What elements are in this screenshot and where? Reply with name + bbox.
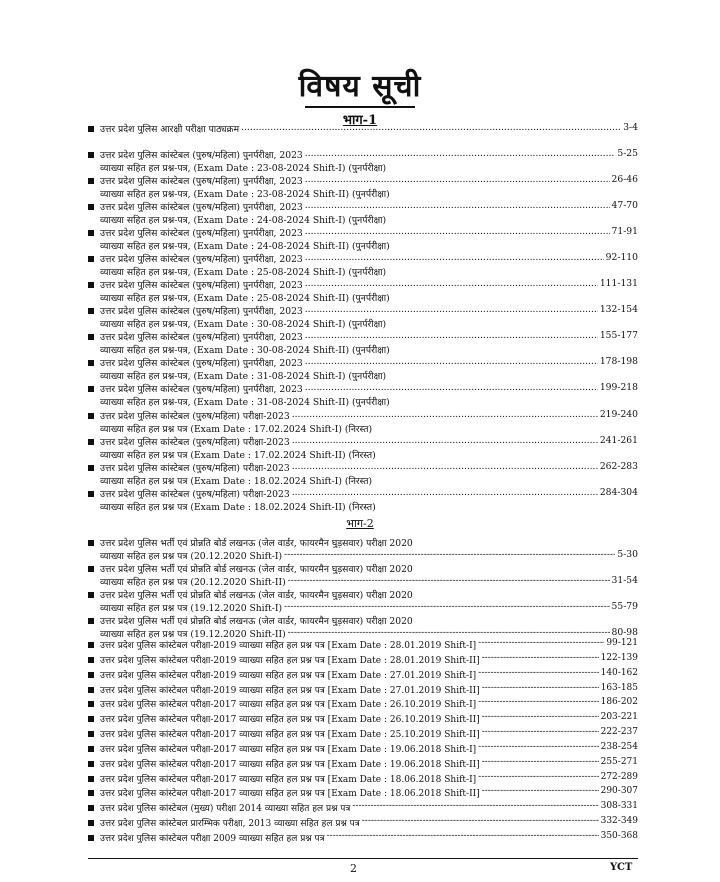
publisher-brand: YCT [610, 862, 633, 873]
leader-dots [305, 148, 616, 160]
entry-title: उत्तर प्रदेश पुलिस कांस्टेबल परीक्षा-2019 व्याख्या सहित हल प्रश्न पत्र [Exam Date : 28.01.2019 Shift-II] [100, 655, 480, 665]
bullet-icon [88, 126, 94, 132]
bullet-icon [88, 178, 94, 184]
leader-dots [305, 226, 610, 238]
entry-pages: 122-139 [600, 652, 638, 663]
entry-pages: 308-331 [600, 801, 638, 812]
entry-title: उत्तर प्रदेश पुलिस कांस्टेबल परीक्षा-2019 व्याख्या सहित हल प्रश्न पत्र [Exam Date : 27.01.2019 Shift-I] [100, 670, 477, 680]
entry-pages: 350-368 [600, 830, 638, 841]
toc-entry[interactable] [88, 200, 638, 226]
footer-rule [88, 858, 638, 859]
entry-pages: 203-221 [600, 712, 638, 723]
leader-dashes [482, 683, 599, 695]
toc-entry[interactable] [88, 831, 638, 846]
entry-subtitle: व्याख्या सहित हल प्रश्न पत्र (20.12.2020 Shift-II) [100, 577, 286, 587]
entry-subtitle: व्याख्या सहित हल प्रश्न-पत्र, (Exam Date : 24-08-2024 Shift-I) (पुनर्परीक्षा) [100, 215, 387, 226]
entry-subtitle: व्याख्या सहित हल प्रश्न-पत्र, (Exam Date : 24-08-2024 Shift-II) (पुनर्परीक्षा) [100, 241, 390, 252]
toc-entry[interactable] [88, 536, 638, 562]
entry-subtitle: व्याख्या सहित हल प्रश्न पत्र (Exam Date : 18.02.2024 Shift-II) (निरस्त) [100, 501, 376, 512]
toc-entry[interactable] [88, 487, 638, 513]
bullet-icon [88, 439, 94, 445]
entry-title: उत्तर प्रदेश पुलिस कांस्टेबल (पुरुष/महिला) पुनर्परीक्षा, 2023 [100, 202, 303, 213]
leader-dashes [482, 786, 599, 798]
toc-entry[interactable] [88, 148, 638, 174]
bullet-icon [88, 491, 94, 497]
bullet-icon [88, 657, 94, 663]
toc-entry[interactable] [88, 382, 638, 408]
entry-title: उत्तर प्रदेश पुलिस कांस्टेबल (पुरुष/महिला) पुनर्परीक्षा, 2023 [100, 358, 303, 369]
bullet-icon [88, 776, 94, 782]
entry-pages: 155-177 [599, 330, 638, 342]
entry-subtitle: व्याख्या सहित हल प्रश्न-पत्र, (Exam Date : 30-08-2024 Shift-I) (पुनर्परीक्षा) [100, 319, 387, 330]
entry-title: उत्तर प्रदेश पुलिस कांस्टेबल (पुरुष/महिला) पुनर्परीक्षा, 2023 [100, 280, 303, 291]
leader-dashes [362, 816, 599, 828]
entry-title: उत्तर प्रदेश पुलिस कांस्टेबल परीक्षा-2017 व्याख्या सहित हल प्रश्न पत्र [Exam Date : 25.10.2019 Shift-II] [100, 730, 480, 740]
bullet-icon [88, 308, 94, 314]
entry-subtitle: व्याख्या सहित हल प्रश्न पत्र (Exam Date : 17.02.2024 Shift-I) (निरस्त) [100, 423, 373, 434]
bullet-icon [88, 746, 94, 752]
toc-entry[interactable] [88, 174, 638, 200]
entry-title: उत्तर प्रदेश पुलिस कांस्टेबल (पुरुष/महिला) पुनर्परीक्षा, 2023 [100, 228, 303, 239]
entry-title: उत्तर प्रदेश पुलिस कांस्टेबल (पुरुष/महिला) परीक्षा-2023 [100, 488, 290, 499]
bullet-icon [88, 672, 94, 678]
bullet-icon [88, 566, 94, 572]
entry-pages: 140-162 [600, 667, 638, 678]
entry-title: उत्तर प्रदेश पुलिस कांस्टेबल परीक्षा-2017 व्याख्या सहित हल प्रश्न पत्र [Exam Date : 18.06.2018 Shift-I] [100, 774, 477, 784]
entry-title: उत्तर प्रदेश पुलिस कांस्टेबल परीक्षा-2019 व्याख्या सहित हल प्रश्न पत्र [Exam Date : 27.01.2019 Shift-II] [100, 685, 480, 695]
entry-title: उत्तर प्रदेश पुलिस कांस्टेबल (पुरुष/महिला) परीक्षा-2023 [100, 410, 290, 421]
leader-dots [305, 330, 598, 342]
entry-title: उत्तर प्रदेश पुलिस कांस्टेबल परीक्षा-2017 व्याख्या सहित हल प्रश्न पत्र [Exam Date : 26.10.2019 Shift-II] [100, 715, 480, 725]
bullet-icon [88, 360, 94, 366]
entry-title: उत्तर प्रदेश पुलिस कांस्टेबल (पुरुष/महिला) परीक्षा-2023 [100, 462, 290, 473]
entry-subtitle: व्याख्या सहित हल प्रश्न-पत्र, (Exam Date : 31-08-2024 Shift-II) (पुनर्परीक्षा) [100, 397, 390, 408]
entry-pages: 238-254 [600, 741, 638, 752]
title-underline [305, 106, 415, 108]
entry-pages: 199-218 [599, 382, 638, 394]
entry-title: उत्तर प्रदेश पुलिस कांस्टेबल (पुरुष/महिला) पुनर्परीक्षा, 2023 [100, 254, 303, 265]
toc-entry[interactable] [88, 757, 638, 772]
part1-list [88, 122, 638, 513]
entry-pages: 26-46 [611, 174, 638, 186]
entry-pages: 241-261 [599, 434, 638, 446]
toc-entry[interactable] [88, 304, 638, 330]
bullet-icon [88, 618, 94, 624]
page-title: विषय सूची [298, 69, 422, 104]
entry-title: उत्तर प्रदेश पुलिस कांस्टेबल परीक्षा 2009 व्याख्या सहित हल प्रश्न पत्र [100, 833, 325, 843]
entry-title: उत्तर प्रदेश पुलिस भर्ती एवं प्रोन्नति बोर्ड लखनऊ (जेल वार्डर, फायरमैन घुड़सवार) परीक्षा 2020 [100, 616, 413, 626]
toc-entry[interactable] [88, 330, 638, 356]
leader-dots [305, 356, 598, 368]
entry-subtitle: व्याख्या सहित हल प्रश्न पत्र (19.12.2020 Shift-II) [100, 629, 286, 639]
bullet-icon [88, 540, 94, 546]
bullet-icon [88, 204, 94, 210]
toc-entry[interactable] [88, 772, 638, 787]
entry-title: उत्तर प्रदेश पुलिस कांस्टेबल प्रारम्भिक परीक्षा, 2013 व्याख्या सहित हल प्रश्न पत्र [100, 819, 360, 829]
entry-pages: 99-121 [606, 638, 638, 648]
entry-pages: 3-4 [623, 122, 638, 133]
entry-pages: 55-79 [611, 601, 638, 612]
entry-title: उत्तर प्रदेश पुलिस कांस्टेबल परीक्षा-2017 व्याख्या सहित हल प्रश्न पत्र [Exam Date : 18.06.2018 Shift-II] [100, 789, 480, 799]
toc-entry[interactable] [88, 122, 638, 148]
bullet-icon [88, 687, 94, 693]
entry-subtitle: व्याख्या सहित हल प्रश्न-पत्र, (Exam Date : 23-08-2024 Shift-II) (पुनर्परीक्षा) [100, 189, 390, 200]
bullet-icon [88, 334, 94, 340]
bullet-icon [88, 701, 94, 707]
toc-entry[interactable] [88, 409, 638, 435]
entry-pages: 262-283 [599, 460, 638, 472]
entry-title: उत्तर प्रदेश पुलिस कांस्टेबल (पुरुष/महिला) पुनर्परीक्षा, 2023 [100, 332, 303, 343]
bullet-icon [88, 386, 94, 392]
part2-heading: भाग-2 [346, 517, 374, 530]
leader-dashes [482, 757, 599, 769]
bullet-icon [88, 152, 94, 158]
toc-entry[interactable] [88, 435, 638, 461]
leader-dashes [482, 653, 599, 665]
entry-title: उत्तर प्रदेश पुलिस कांस्टेबल (पुरुष/महिला) पुनर्परीक्षा, 2023 [100, 306, 303, 317]
leader-dots [305, 304, 598, 316]
bullet-icon [88, 761, 94, 767]
entry-title: उत्तर प्रदेश पुलिस आरक्षी परीक्षा पाठ्यक्रम [100, 124, 240, 134]
entry-pages: 219-240 [599, 408, 638, 420]
entry-subtitle: व्याख्या सहित हल प्रश्न-पत्र, (Exam Date : 30-08-2024 Shift-II) (पुनर्परीक्षा) [100, 345, 390, 356]
toc-entry[interactable] [88, 252, 638, 278]
entry-title: उत्तर प्रदेश पुलिस कांस्टेबल (मुख्य) परीक्षा 2014 व्याख्या सहित हल प्रश्न पत्र [100, 804, 351, 814]
leader-dashes [327, 831, 599, 843]
entry-pages: 5-30 [617, 549, 638, 560]
leader-dashes [478, 697, 598, 709]
toc-entry[interactable] [88, 816, 638, 831]
entry-pages: 92-110 [605, 252, 638, 264]
entry-pages: 332-349 [600, 816, 638, 827]
entry-subtitle: व्याख्या सहित हल प्रश्न पत्र (Exam Date : 17.02.2024 Shift-II) (निरस्त) [100, 449, 376, 460]
toc-entry[interactable] [88, 461, 638, 487]
entry-pages: 163-185 [600, 682, 638, 693]
toc-entry[interactable] [88, 356, 638, 382]
part2-exam-list [88, 638, 638, 846]
toc-entry[interactable] [88, 668, 638, 683]
entry-title: उत्तर प्रदेश पुलिस कांस्टेबल परीक्षा-2017 व्याख्या सहित हल प्रश्न पत्र [Exam Date : 19.06.2018 Shift-II] [100, 759, 480, 769]
leader-dashes [478, 742, 598, 754]
entry-title: उत्तर प्रदेश पुलिस कांस्टेबल परीक्षा-2017 व्याख्या सहित हल प्रश्न पत्र [Exam Date : 19.06.2018 Shift-I] [100, 744, 477, 754]
leader-dots [292, 487, 598, 499]
leader-dots [292, 409, 598, 421]
toc-entry[interactable] [88, 712, 638, 727]
entry-subtitle: व्याख्या सहित हल प्रश्न-पत्र, (Exam Date : 25-08-2024 Shift-I) (पुनर्परीक्षा) [100, 267, 387, 278]
leader-dashes [284, 601, 609, 613]
bullet-icon [88, 413, 94, 419]
entry-subtitle: व्याख्या सहित हल प्रश्न पत्र (19.12.2020 Shift-I) [100, 603, 283, 613]
toc-entry[interactable] [88, 727, 638, 742]
toc-entry[interactable] [88, 226, 638, 252]
bullet-icon [88, 790, 94, 796]
toc-entry[interactable] [88, 801, 638, 816]
bullet-icon [88, 642, 94, 648]
entry-subtitle: व्याख्या सहित हल प्रश्न-पत्र, (Exam Date : 31-08-2024 Shift-I) (पुनर्परीक्षा) [100, 371, 387, 382]
leader-dots [305, 252, 604, 264]
entry-title: उत्तर प्रदेश पुलिस कांस्टेबल (पुरुष/महिला) परीक्षा-2023 [100, 436, 290, 447]
entry-pages: 31-54 [611, 575, 638, 586]
leader-dots [305, 174, 610, 186]
entry-pages: 132-154 [599, 304, 638, 316]
entry-pages: 47-70 [611, 200, 638, 212]
entry-pages: 80-98 [611, 627, 638, 638]
leader-dots [292, 461, 598, 473]
bullet-icon [88, 835, 94, 841]
leader-dashes [482, 712, 599, 724]
entry-pages: 5-25 [617, 148, 638, 160]
toc-entry[interactable] [88, 697, 638, 712]
entry-subtitle: व्याख्या सहित हल प्रश्न पत्र (Exam Date : 18.02.2024 Shift-I) (निरस्त) [100, 475, 373, 486]
leader-dots [292, 435, 598, 447]
entry-pages: 290-307 [600, 786, 638, 797]
leader-dashes [478, 772, 598, 784]
toc-entry[interactable] [88, 588, 638, 614]
leader-dashes [288, 575, 610, 587]
leader-dots [305, 382, 598, 394]
entry-title: उत्तर प्रदेश पुलिस कांस्टेबल (पुरुष/महिला) पुनर्परीक्षा, 2023 [100, 150, 303, 161]
leader-dashes [478, 668, 598, 680]
leader-dots [241, 122, 621, 134]
leader-dashes [482, 727, 599, 739]
entry-pages: 284-304 [599, 486, 638, 498]
entry-title: उत्तर प्रदेश पुलिस कांस्टेबल (पुरुष/महिला) पुनर्परीक्षा, 2023 [100, 176, 303, 187]
toc-entry[interactable] [88, 562, 638, 588]
bullet-icon [88, 716, 94, 722]
toc-entry[interactable] [88, 742, 638, 757]
entry-title: उत्तर प्रदेश पुलिस कांस्टेबल परीक्षा-2019 व्याख्या सहित हल प्रश्न पत्र [Exam Date : 28.01.2019 Shift-I] [100, 641, 477, 650]
toc-entry[interactable] [88, 653, 638, 668]
page-number: 2 [350, 862, 357, 875]
entry-subtitle: व्याख्या सहित हल प्रश्न-पत्र, (Exam Date : 25-08-2024 Shift-II) (पुनर्परीक्षा) [100, 293, 390, 304]
entry-title: उत्तर प्रदेश पुलिस भर्ती एवं प्रोन्नति बोर्ड लखनऊ (जेल वार्डर, फायरमैन घुड़सवार) परीक्षा 2020 [100, 564, 413, 574]
leader-dashes [478, 638, 604, 650]
bullet-icon [88, 592, 94, 598]
entry-pages: 178-198 [599, 356, 638, 368]
entry-title: उत्तर प्रदेश पुलिस कांस्टेबल (पुरुष/महिला) पुनर्परीक्षा, 2023 [100, 384, 303, 395]
bullet-icon [88, 282, 94, 288]
bullet-icon [88, 820, 94, 826]
entry-title: उत्तर प्रदेश पुलिस भर्ती एवं प्रोन्नति बोर्ड लखनऊ (जेल वार्डर, फायरमैन घुड़सवार) परीक्षा 2020 [100, 590, 413, 600]
toc-entry[interactable] [88, 614, 638, 640]
entry-pages: 186-202 [600, 697, 638, 708]
entry-title: उत्तर प्रदेश पुलिस भर्ती एवं प्रोन्नति बोर्ड लखनऊ (जेल वार्डर, फायरमैन घुड़सवार) परीक्षा 2020 [100, 538, 413, 548]
entry-pages: 222-237 [600, 727, 638, 738]
entry-pages: 111-131 [599, 278, 638, 290]
entry-title: उत्तर प्रदेश पुलिस कांस्टेबल परीक्षा-2017 व्याख्या सहित हल प्रश्न पत्र [Exam Date : 26.10.2019 Shift-I] [100, 700, 477, 710]
toc-entry[interactable] [88, 278, 638, 304]
toc-entry[interactable] [88, 638, 638, 653]
bullet-icon [88, 256, 94, 262]
entry-pages: 272-289 [600, 771, 638, 782]
bullet-icon [88, 230, 94, 236]
leader-dots [305, 278, 598, 290]
bullet-icon [88, 731, 94, 737]
toc-entry[interactable] [88, 683, 638, 698]
entry-pages: 255-271 [600, 756, 638, 767]
bullet-icon [88, 805, 94, 811]
part1-heading: भाग-1 [342, 113, 378, 128]
entry-subtitle: व्याख्या सहित हल प्रश्न पत्र (20.12.2020 Shift-I) [100, 551, 283, 561]
leader-dots [305, 200, 610, 212]
part2-list [88, 536, 638, 640]
leader-dashes [352, 801, 598, 813]
leader-dashes [284, 549, 615, 561]
entry-pages: 71-91 [611, 226, 638, 238]
bullet-icon [88, 465, 94, 471]
entry-subtitle: व्याख्या सहित हल प्रश्न-पत्र, (Exam Date : 23-08-2024 Shift-I) (पुनर्परीक्षा) [100, 163, 387, 174]
toc-entry[interactable] [88, 786, 638, 801]
